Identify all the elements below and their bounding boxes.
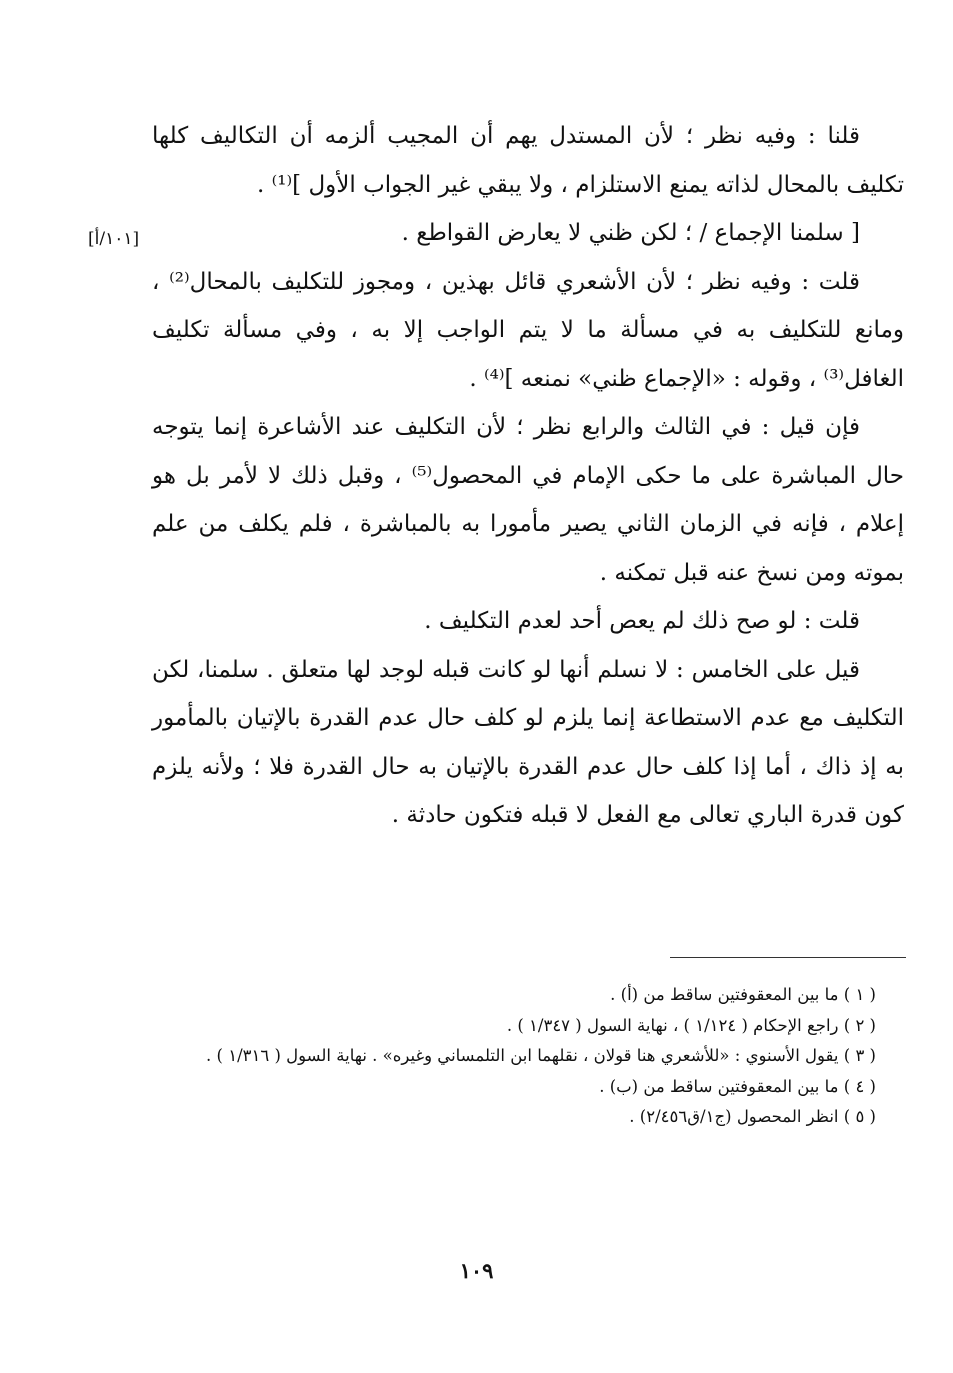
paragraph-5: قلت : لو صح ذلك لم يعص أحد لعدم التكليف .: [424, 608, 860, 634]
paragraph-2: [ سلمنا الإجماع / ؛ لكن ظني لا يعارض القواطع .: [401, 220, 860, 246]
footnote-1: ( ١ ) ما بين المعقوفتين ساقط من (أ) .: [610, 985, 876, 1004]
footnote-divider: [670, 957, 906, 958]
manuscript-folio-reference: [١٠١/أ]: [88, 229, 140, 249]
page-number: ١٠٩: [459, 1258, 494, 1283]
footnote-2: ( ٢ ) راجع الإحكام ( ١/١٢٤ ) ، نهاية السول ( ١/٣٤٧ ) .: [506, 1015, 876, 1035]
paragraph-3: قلت : وفيه نظر ؛ لأن الأشعري قائل بهذين ، ومجوز للتكليف بالمحال⁽²⁾ ، ومانع للتكليف به في مسألة ما لا يتم الواجب إلا به ، وفي مسألة تكليف الغافل⁽³⁾ ، وقوله : «الإجماع ظني» نمنعه ]⁽⁴⁾ .: [152, 268, 904, 392]
footnote-5: ( ٥ ) انظر المحصول (ج١/ق٢/٤٥٦) .: [629, 1107, 876, 1126]
paragraph-4: فإن قيل : في الثالث والرابع نظر ؛ لأن التكليف عند الأشاعرة إنما يتوجه حال المباشرة على ما حكى الإمام في المحصول⁽⁵⁾ ، وقبل ذلك لا لأمر بل هو إعلام ، فإنه في الزمان الثاني يصير مأمورا به بالمباشرة ، فلم يكلف من علم بموته ومن نسخ عنه قبل تمكنه .: [152, 414, 904, 586]
footnote-3: ( ٣ ) يقول الأسنوي : «للأشعري هنا قولان ، نقلهما ابن التلمساني وغيره» . نهاية السول ( ١/٣١٦ ) .: [206, 1046, 876, 1065]
paragraph-6: قيل على الخامس : لا نسلم أنها لو كانت قبله لوجد لها متعلق . سلمنا، لكن التكليف مع عدم الاستطاعة إنما يلزم لو كلف حال عدم القدرة بالإتيان بالمأمور به إذ ذاك ، أما إذا كلف حال عدم القدرة بالإتيان به حال القدرة فلا ؛ ولأنه يلزم كون قدرة الباري تعالى مع الفعل لا قبله فتكون حادثة .: [152, 656, 904, 828]
main-text-block: [152, 112, 904, 840]
paragraph-1: قلنا : وفيه نظر ؛ لأن المستدل يهم أن المجيب ألزمه أن التكاليف كلها تكليف بالمحال لذاته يمنع الاستلزام ، ولا يبقي غير الجواب الأول ]⁽¹⁾ .: [152, 123, 904, 198]
footnotes-block: [150, 980, 908, 1133]
footnote-4: ( ٤ ) ما بين المعقوفتين ساقط من (ب) .: [599, 1076, 876, 1096]
